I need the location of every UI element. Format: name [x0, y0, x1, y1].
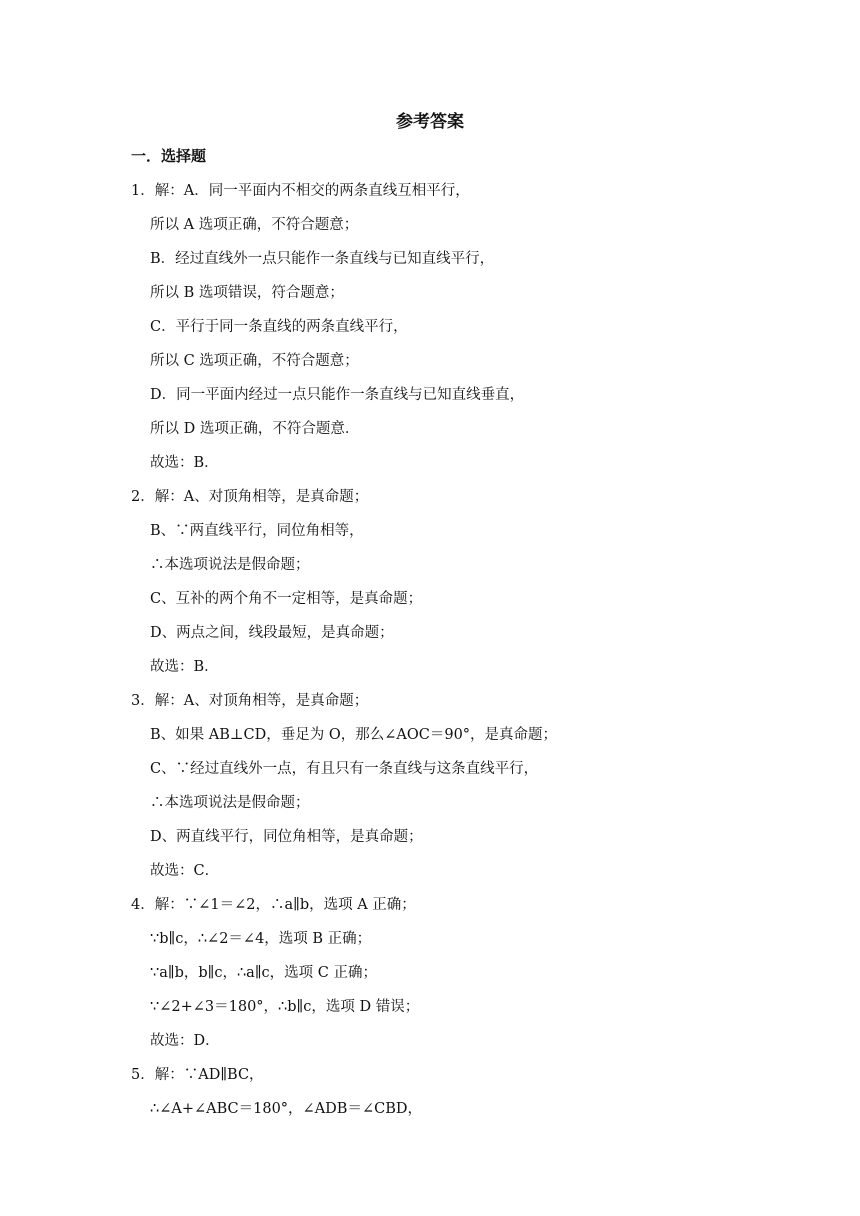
question-answer-line: 4．解：∵∠1＝∠2，∴a∥b，选项 A 正确；: [131, 897, 416, 913]
question-answer-line: 5．解：∵AD∥BC，: [131, 1067, 264, 1083]
answer-detail-line: D、两点之间，线段最短，是真命题；: [150, 625, 394, 641]
answer-detail-line: B、∵两直线平行，同位角相等，: [150, 523, 364, 539]
answer-detail-line: ∴本选项说法是假命题；: [150, 795, 310, 811]
answer-detail-line: D．同一平面内经过一点只能作一条直线与已知直线垂直，: [150, 387, 525, 403]
page-title: 参考答案: [396, 112, 464, 132]
answer-detail-line: C．平行于同一条直线的两条直线平行，: [150, 319, 408, 335]
answer-detail-line: C、互补的两个角不一定相等，是真命题；: [150, 591, 423, 607]
answer-detail-line: 故选：B．: [150, 455, 219, 471]
answer-detail-line: B、如果 AB⊥CD，垂足为 O，那么∠AOC＝90°，是真命题；: [150, 727, 558, 743]
answer-detail-line: 故选：C．: [150, 863, 220, 879]
answer-detail-line: ∴∠A+∠ABC＝180°，∠ADB＝∠CBD，: [150, 1101, 422, 1117]
question-answer-line: 2．解：A、对顶角相等，是真命题；: [131, 489, 369, 505]
answer-detail-line: ∵b∥c，∴∠2＝∠4，选项 B 正确；: [150, 931, 372, 947]
answer-detail-line: D、两直线平行，同位角相等，是真命题；: [150, 829, 423, 845]
section-heading: 一．选择题: [131, 147, 207, 165]
answer-detail-line: ∵∠2+∠3＝180°，∴b∥c，选项 D 错误；: [150, 999, 420, 1015]
answer-detail-line: B．经过直线外一点只能作一条直线与已知直线平行，: [150, 251, 495, 267]
answer-detail-line: ∵a∥b，b∥c，∴a∥c，选项 C 正确；: [150, 965, 377, 981]
answer-detail-line: 所以 D 选项正确，不符合题意．: [150, 421, 360, 437]
answer-detail-line: 所以 C 选项正确，不符合题意；: [150, 353, 359, 369]
question-answer-line: 1．解：A．同一平面内不相交的两条直线互相平行，: [131, 183, 470, 199]
answer-detail-line: 故选：B．: [150, 659, 219, 675]
answer-detail-line: C、∵经过直线外一点，有且只有一条直线与这条直线平行，: [150, 761, 539, 777]
answer-detail-line: 故选：D．: [150, 1033, 220, 1049]
answer-detail-line: ∴本选项说法是假命题；: [150, 557, 310, 573]
answer-detail-line: 所以 A 选项正确，不符合题意；: [150, 217, 359, 233]
answer-body: [131, 176, 831, 1128]
question-answer-line: 3．解：A、对顶角相等，是真命题；: [131, 693, 369, 709]
answer-detail-line: 所以 B 选项错误，符合题意；: [150, 285, 344, 301]
